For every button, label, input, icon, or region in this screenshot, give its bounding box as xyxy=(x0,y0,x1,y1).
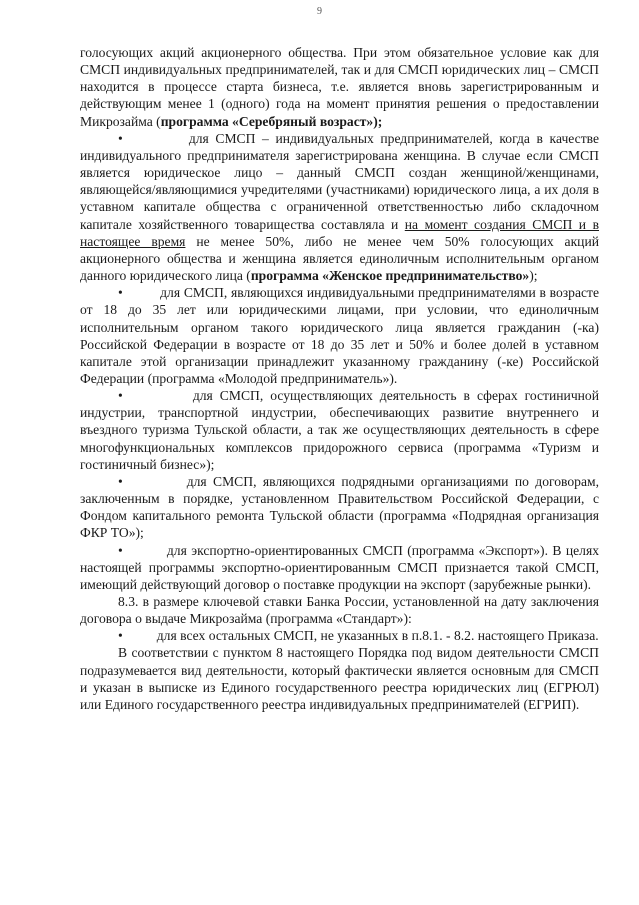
bullet-item-young-entrepreneur xyxy=(80,284,599,387)
paragraph-text: для СМСП, осуществляющих деятельность в сферах гостиничной индустрии, транспортной индустрии, обеспечивающих развитие внутреннего и въездного туризма Тульской области, а так же осуществляющих деятельность в сфере многофункциональных комплексов придорожного сервиса (программа «Туризм и гостиничный бизнес»); xyxy=(80,388,600,472)
paragraph-text: не менее 50%, либо не менее чем 50% голосующих акций акционерного общества и женщина является единоличным исполнительным органом данного юридического лица ( xyxy=(80,233,599,284)
bullet-icon: • xyxy=(118,130,123,146)
document-body xyxy=(80,44,599,713)
bullet-item-tourism xyxy=(80,387,599,473)
paragraph-text: 8.3. в размере ключевой ставки Банка России, установленной на дату заключения договора о выдаче Микрозайма (программа «Стандарт»): xyxy=(80,594,599,627)
paragraph-text: для всех остальных СМСП, не указанных в п.8.1. - 8.2. настоящего Приказа. xyxy=(156,628,599,644)
bullet-item-others xyxy=(80,627,599,644)
paragraph-text: для СМСП, являющихся индивидуальными предпринимателями в возрасте от 18 до 35 лет или юридическими лицами, при условии, что единоличным исполнительным органом такого юридического лица является гражданин (-ка) Российской Федерации в возрасте от 18 до 35 лет и 50% и более долей в уставном капитале этой организации принадлежит указанному гражданину (-ке) Российской Федерации (программа «Молодой предприниматель»). xyxy=(80,285,599,386)
underlined-text: на момент создания СМСП и в настоящее время xyxy=(80,216,599,249)
bullet-item-contractor xyxy=(80,473,599,542)
bullet-icon: • xyxy=(118,473,123,489)
bullet-icon: • xyxy=(118,628,123,644)
paragraph-activity-definition xyxy=(80,644,599,713)
bullet-icon: • xyxy=(118,285,123,301)
bullet-icon: • xyxy=(118,388,123,404)
paragraph-text: для СМСП, являющихся подрядными организациями по договорам, заключенным в порядке, установленном Правительством Российской Федерации, с Фондом капитального ремонта Тульской области (программа «Подрядная организация ФКР ТО»); xyxy=(80,473,599,541)
paragraph-text: голосующих акций акционерного общества. При этом обязательное условие как для СМСП индивидуальных предпринимателей, так и для СМСП юридических лиц – СМСП находится в процессе старта бизнеса, т.е. является вновь зарегистрированным и действующим менее 1 (одного) года на момент принятия решения о предоставлении Микрозайма ( xyxy=(80,45,599,129)
page-number: 9 xyxy=(317,6,322,17)
paragraph-silver-age xyxy=(80,44,599,130)
bullet-icon: • xyxy=(118,542,123,558)
bullet-item-women xyxy=(80,130,599,284)
paragraph-text: для СМСП – индивидуальных предпринимателей, когда в качестве индивидуального предпринимателя зарегистрирована женщина. В случае если СМСП является юридическое лицо – данный СМСП создан женщиной/женщинами, являющейся/являющимися учредителями (участниками) юридического лица, а их доля в уставном капитале общества с ограниченной ответственностью либо складочном капитале хозяйственного товарищества составляла и xyxy=(80,130,600,232)
paragraph-standard-rate xyxy=(80,593,599,627)
paragraph-text: В соответствии с пунктом 8 настоящего Порядка под видом деятельности СМСП подразумевается вид деятельности, который фактически является основным для СМСП и указан в выписке из Единого государственного реестра юридических лиц (ЕГРЮЛ) или Единого государственного реестра индивидуальных предпринимателей (ЕГРИП). xyxy=(80,645,599,712)
program-name-bold: программа «Серебряный возраст»); xyxy=(160,113,383,129)
bullet-item-export xyxy=(80,542,599,593)
paragraph-text: ); xyxy=(529,268,538,284)
paragraph-text: для экспортно-ориентированных СМСП (программа «Экспорт»). В целях настоящей программы экспортно-ориентированным СМСП признается такой СМСП, имеющий действующий договор о поставке продукции на экспорт (зарубежные рынки). xyxy=(80,542,600,592)
program-name-bold: программа «Женское предпринимательство» xyxy=(250,268,530,284)
